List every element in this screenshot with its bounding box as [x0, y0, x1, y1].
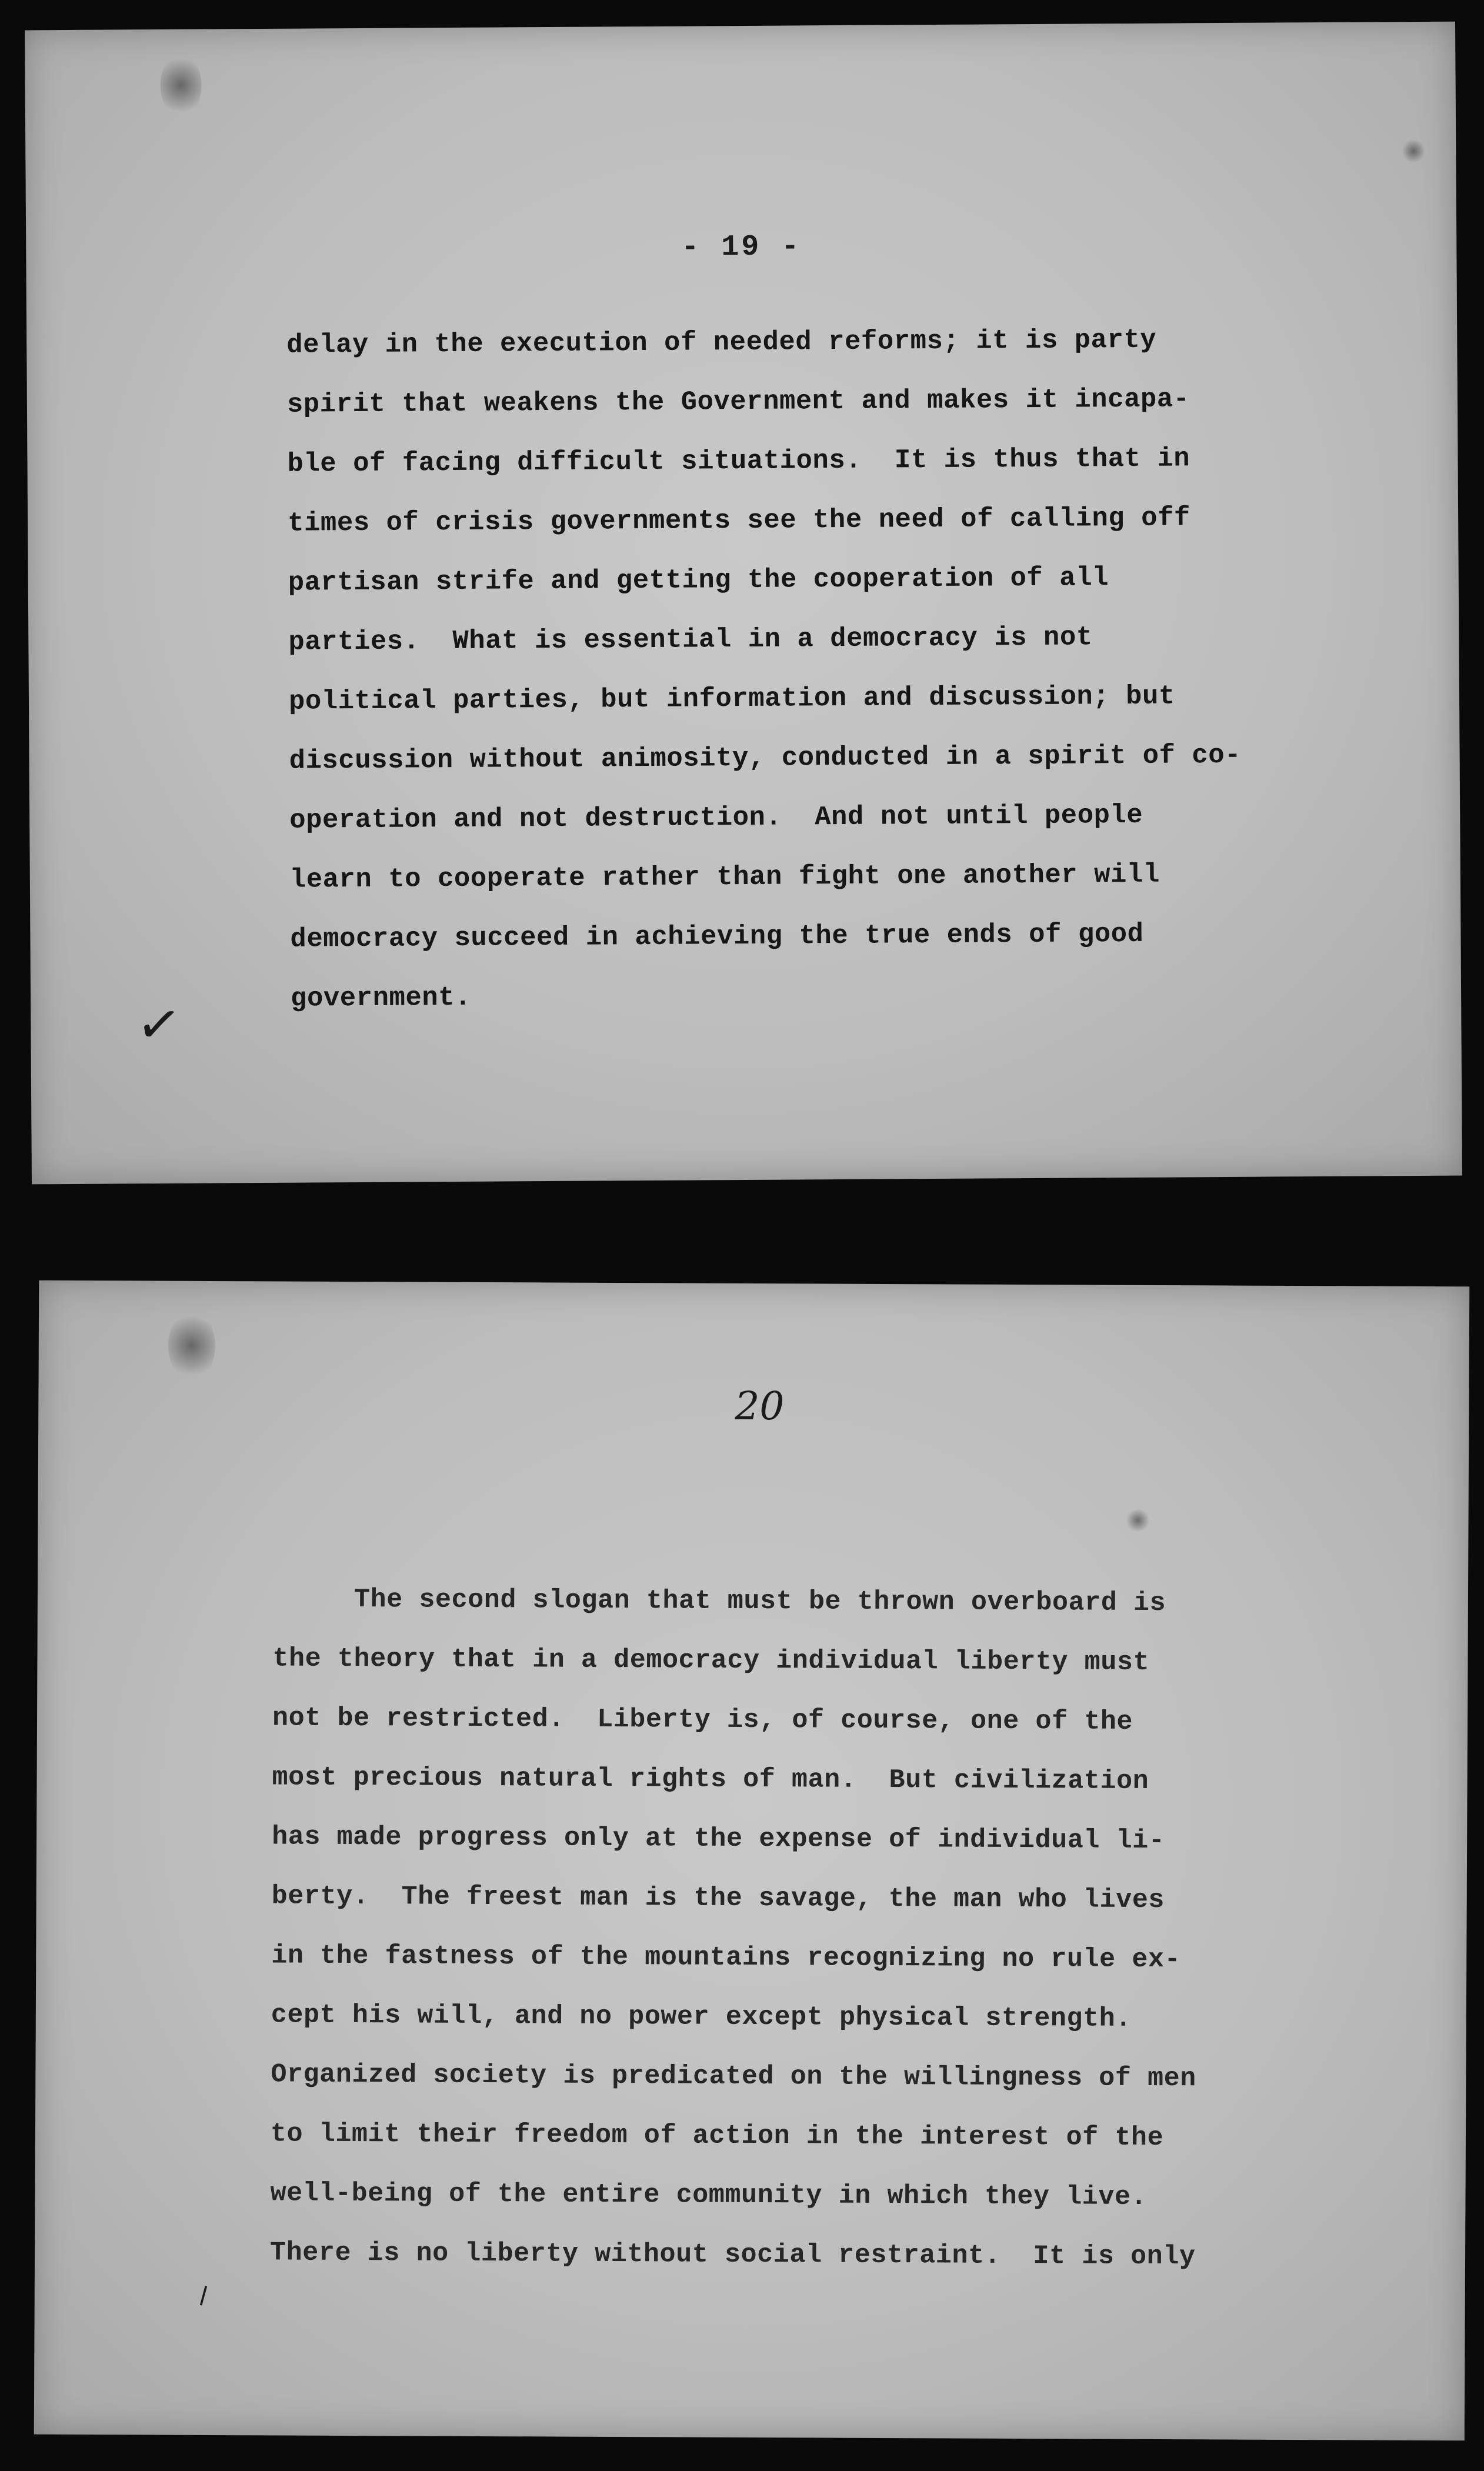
text-line: times of crisis governments see the need of calling off — [288, 502, 1191, 539]
text-line: berty. The freest man is the savage, the man who lives — [271, 1881, 1165, 1916]
checkmark-icon: ✓ — [132, 991, 185, 1059]
text-line: well-being of the entire community in which they live. — [270, 2178, 1148, 2212]
text-line: delay in the execution of needed reforms; it is party — [286, 324, 1157, 361]
text-line: parties. What is essential in a democracy is not — [288, 622, 1093, 658]
text-line: There is no liberty without social restraint. It is only — [269, 2237, 1196, 2272]
text-line: not be restricted. Liberty is, of course, one of the — [272, 1703, 1133, 1737]
text-line: has made progress only at the expense of individual li- — [272, 1822, 1165, 1856]
text-line: most precious natural rights of man. But civilization — [272, 1762, 1149, 1796]
text-line: The second slogan that must be thrown overboard is — [272, 1584, 1166, 1619]
handwritten-page-number: 20 — [735, 1383, 785, 1429]
text-line: to limit their freedom of action in the interest of the — [270, 2119, 1164, 2153]
text-line: operation and not destruction. And not until people — [289, 799, 1143, 836]
text-line: the theory that in a democracy individual liberty must — [272, 1643, 1150, 1678]
smudge-mark — [160, 53, 202, 118]
text-line: Organized society is predicated on the willingness of men — [271, 2059, 1196, 2094]
text-line: spirit that weakens the Government and makes it incapa- — [286, 384, 1190, 420]
text-line: learn to cooperate rather than fight one another will — [289, 859, 1160, 895]
text-line: ble of facing difficult situations. It is thus that in — [287, 443, 1190, 479]
text-line: political parties, but information and discussion; but — [288, 681, 1175, 717]
page-number: - 19 - — [681, 230, 802, 265]
text-line: government. — [290, 982, 472, 1014]
typed-paragraph — [286, 310, 1243, 1029]
typed-paragraph — [270, 1569, 1199, 2286]
text-line: discussion without animosity, conducted in a spirit of co- — [289, 739, 1242, 776]
text-line: cept his will, and no power except physical strength. — [271, 2000, 1132, 2034]
smudge-mark — [168, 1310, 216, 1381]
smudge-mark — [1402, 139, 1425, 163]
pencil-mark-icon: ⸝ — [178, 2261, 220, 2313]
text-line: democracy succeed in achieving the true ends of good — [290, 918, 1144, 955]
typescript-page-19 — [25, 22, 1462, 1185]
typescript-page-20 — [34, 1280, 1470, 2441]
text-line: in the fastness of the mountains recognizing no rule ex- — [271, 1940, 1181, 1975]
smudge-mark — [1126, 1509, 1149, 1532]
text-line: partisan strife and getting the cooperation of all — [288, 562, 1109, 598]
